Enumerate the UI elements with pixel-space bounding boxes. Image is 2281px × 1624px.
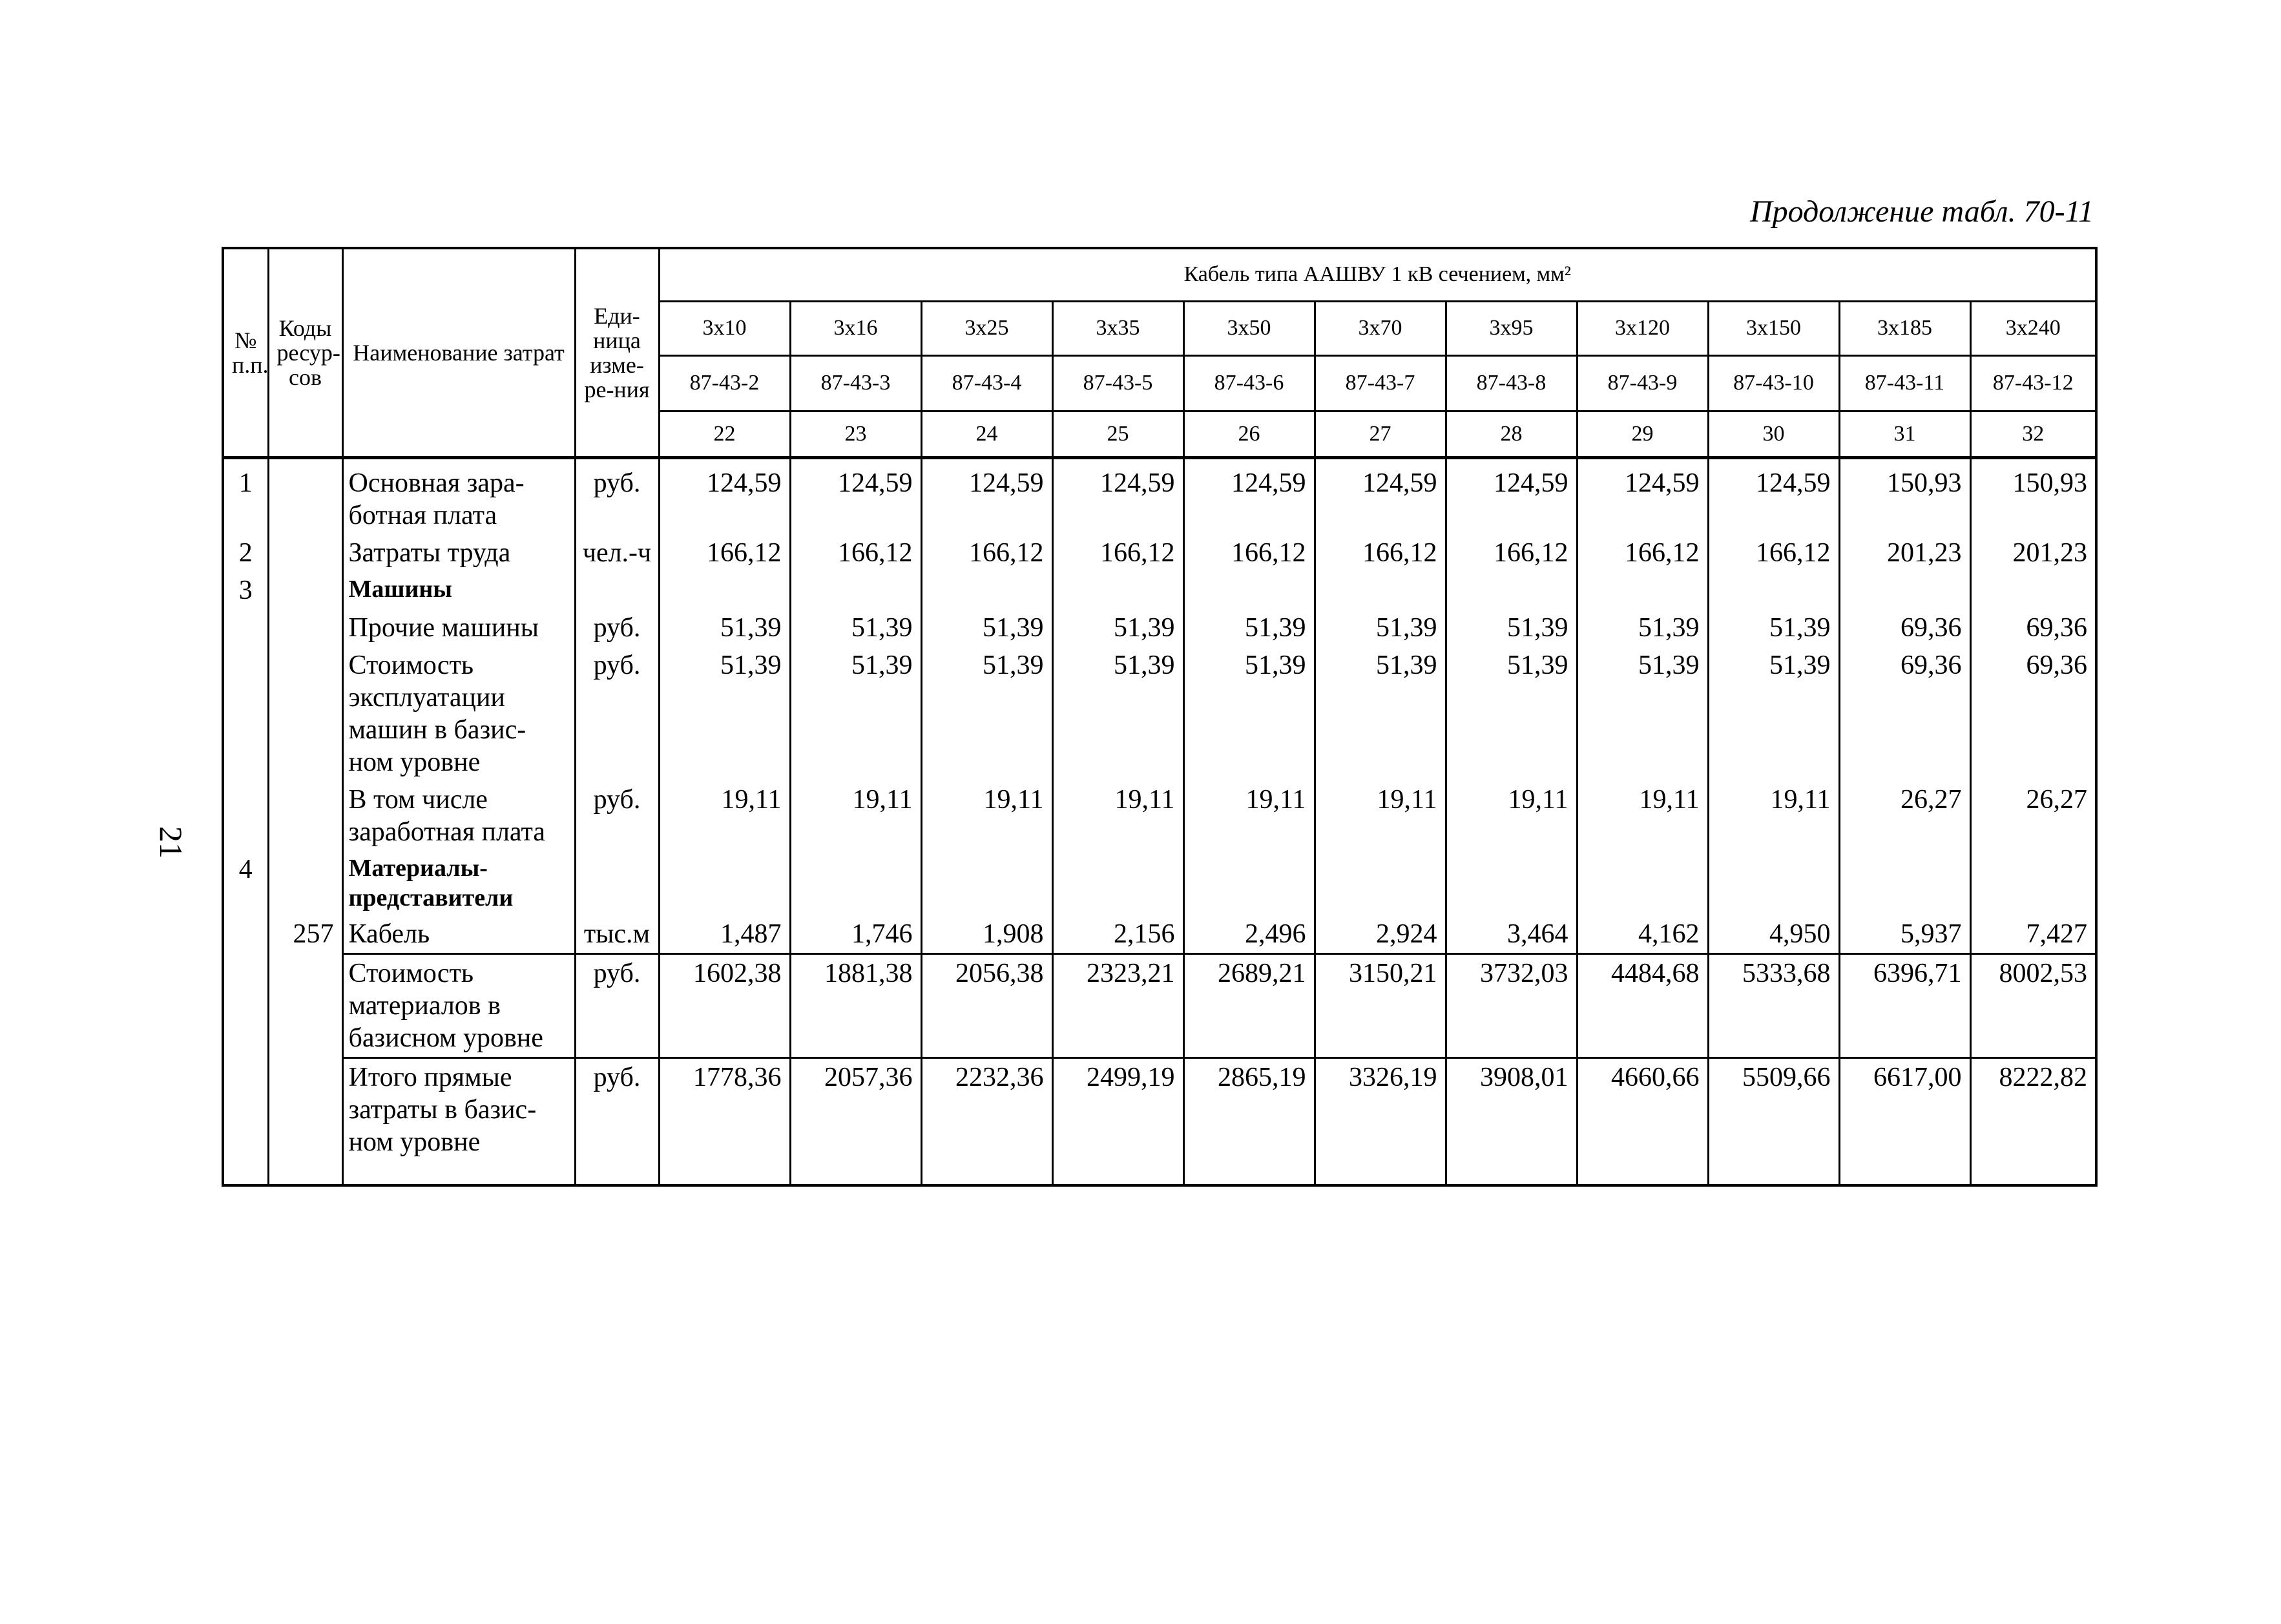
value-cell	[1970, 851, 2096, 915]
unit-cell: руб.	[575, 457, 659, 534]
value-cell	[1577, 851, 1708, 915]
header-norm-code: 87-43-2	[659, 355, 790, 411]
header-section: 3х25	[921, 301, 1052, 355]
header-norm-code: 87-43-7	[1315, 355, 1446, 411]
header-section: 3х95	[1446, 301, 1577, 355]
table-row	[223, 781, 2096, 851]
value-cell: 2323,21	[1052, 953, 1183, 1057]
header-section: 3х35	[1052, 301, 1183, 355]
row-number-cell: 4	[223, 851, 268, 915]
value-cell: 2689,21	[1183, 953, 1315, 1057]
header-section: 3х240	[1970, 301, 2096, 355]
row-number-cell: 3	[223, 572, 268, 609]
header-column-number: 22	[659, 411, 790, 457]
row-number-cell: 2	[223, 534, 268, 572]
value-cell: 19,11	[659, 781, 790, 851]
value-cell: 51,39	[1577, 609, 1708, 647]
value-cell: 2056,38	[921, 953, 1052, 1057]
unit-cell: руб.	[575, 781, 659, 851]
value-cell: 5,937	[1839, 915, 1970, 954]
value-cell: 1,746	[790, 915, 921, 954]
value-cell: 124,59	[790, 457, 921, 534]
value-cell: 166,12	[659, 534, 790, 572]
cost-name-cell: В том числе заработная плата	[342, 781, 575, 851]
value-cell: 19,11	[1446, 781, 1577, 851]
cost-table	[222, 247, 2098, 1187]
value-cell: 150,93	[1839, 457, 1970, 534]
value-cell: 124,59	[1577, 457, 1708, 534]
table-caption: Продолжение табл. 70-11	[1749, 194, 2094, 229]
value-cell: 2499,19	[1052, 1057, 1183, 1185]
value-cell	[790, 851, 921, 915]
value-cell: 19,11	[1315, 781, 1446, 851]
header-column-number: 30	[1708, 411, 1839, 457]
resource-code-cell	[268, 781, 342, 851]
value-cell: 51,39	[790, 609, 921, 647]
header-section: 3х70	[1315, 301, 1446, 355]
header-column-number: 28	[1446, 411, 1577, 457]
row-number-cell	[223, 609, 268, 647]
header-name: Наименование затрат	[342, 248, 575, 457]
table-row	[223, 457, 2096, 534]
value-cell: 2,924	[1315, 915, 1446, 954]
header-norm-code: 87-43-9	[1577, 355, 1708, 411]
header-column-number: 27	[1315, 411, 1446, 457]
value-cell: 51,39	[1183, 609, 1315, 647]
resource-code-cell: 257	[268, 915, 342, 954]
value-cell: 201,23	[1970, 534, 2096, 572]
value-cell	[1183, 572, 1315, 609]
cost-name-cell: Машины	[342, 572, 575, 609]
header-section: 3х16	[790, 301, 921, 355]
header-column-number: 26	[1183, 411, 1315, 457]
cost-name-cell: Затраты труда	[342, 534, 575, 572]
value-cell: 4484,68	[1577, 953, 1708, 1057]
value-cell: 150,93	[1970, 457, 2096, 534]
value-cell	[1708, 851, 1839, 915]
unit-cell: руб.	[575, 609, 659, 647]
value-cell: 4,950	[1708, 915, 1839, 954]
unit-cell: руб.	[575, 953, 659, 1057]
unit-cell	[575, 572, 659, 609]
value-cell: 51,39	[1315, 647, 1446, 781]
value-cell: 124,59	[1052, 457, 1183, 534]
row-number-cell	[223, 915, 268, 954]
header-unit: Еди-ница изме-ре-ния	[575, 248, 659, 457]
value-cell: 51,39	[1577, 647, 1708, 781]
value-cell: 166,12	[1446, 534, 1577, 572]
header-norm-code: 87-43-5	[1052, 355, 1183, 411]
value-cell: 51,39	[1315, 609, 1446, 647]
row-number-cell	[223, 781, 268, 851]
value-cell: 19,11	[1183, 781, 1315, 851]
value-cell	[921, 572, 1052, 609]
value-cell	[1052, 572, 1183, 609]
row-number-cell: 1	[223, 457, 268, 534]
value-cell	[1446, 572, 1577, 609]
value-cell	[1446, 851, 1577, 915]
unit-cell: чел.-ч	[575, 534, 659, 572]
header-column-number: 31	[1839, 411, 1970, 457]
value-cell: 124,59	[659, 457, 790, 534]
value-cell: 1881,38	[790, 953, 921, 1057]
value-cell: 51,39	[1708, 647, 1839, 781]
value-cell: 166,12	[1708, 534, 1839, 572]
value-cell: 69,36	[1970, 609, 2096, 647]
header-column-number: 25	[1052, 411, 1183, 457]
header-norm-code: 87-43-4	[921, 355, 1052, 411]
value-cell: 8002,53	[1970, 953, 2096, 1057]
resource-code-cell	[268, 457, 342, 534]
value-cell: 3326,19	[1315, 1057, 1446, 1185]
unit-cell: руб.	[575, 647, 659, 781]
row-number-cell	[223, 1057, 268, 1185]
value-cell: 19,11	[921, 781, 1052, 851]
table-row	[223, 851, 2096, 915]
unit-cell: тыс.м	[575, 915, 659, 954]
value-cell: 51,39	[790, 647, 921, 781]
cost-name-cell: Материалы-представители	[342, 851, 575, 915]
table-row	[223, 572, 2096, 609]
value-cell: 51,39	[659, 609, 790, 647]
header-codes: Коды ресур-сов	[268, 248, 342, 457]
value-cell: 1,487	[659, 915, 790, 954]
table-row	[223, 534, 2096, 572]
value-cell: 7,427	[1970, 915, 2096, 954]
value-cell: 1,908	[921, 915, 1052, 954]
value-cell: 3,464	[1446, 915, 1577, 954]
value-cell: 124,59	[1708, 457, 1839, 534]
resource-code-cell	[268, 609, 342, 647]
header-norm-code: 87-43-8	[1446, 355, 1577, 411]
header-norm-code: 87-43-12	[1970, 355, 2096, 411]
value-cell: 124,59	[1446, 457, 1577, 534]
header-norm-code: 87-43-6	[1183, 355, 1315, 411]
header-column-number: 29	[1577, 411, 1708, 457]
value-cell: 5333,68	[1708, 953, 1839, 1057]
value-cell	[1839, 572, 1970, 609]
header-group-title: Кабель типа ААШВУ 1 кВ сечением, мм²	[659, 248, 2096, 301]
cost-name-cell: Основная зара-ботная плата	[342, 457, 575, 534]
value-cell: 3732,03	[1446, 953, 1577, 1057]
header-section: 3х10	[659, 301, 790, 355]
value-cell: 19,11	[1708, 781, 1839, 851]
resource-code-cell	[268, 953, 342, 1057]
cost-name-cell: Прочие машины	[342, 609, 575, 647]
value-cell: 19,11	[1577, 781, 1708, 851]
value-cell: 166,12	[1183, 534, 1315, 572]
value-cell	[1839, 851, 1970, 915]
value-cell: 51,39	[921, 647, 1052, 781]
value-cell: 4660,66	[1577, 1057, 1708, 1185]
header-section: 3х185	[1839, 301, 1970, 355]
resource-code-cell	[268, 647, 342, 781]
value-cell: 26,27	[1970, 781, 2096, 851]
value-cell: 1778,36	[659, 1057, 790, 1185]
value-cell: 69,36	[1970, 647, 2096, 781]
value-cell	[1577, 572, 1708, 609]
header-no: № п.п.	[223, 248, 268, 457]
value-cell: 166,12	[1315, 534, 1446, 572]
value-cell	[1052, 851, 1183, 915]
value-cell: 51,39	[1183, 647, 1315, 781]
value-cell: 166,12	[790, 534, 921, 572]
value-cell: 2865,19	[1183, 1057, 1315, 1185]
value-cell: 1602,38	[659, 953, 790, 1057]
value-cell: 5509,66	[1708, 1057, 1839, 1185]
value-cell	[1315, 572, 1446, 609]
value-cell: 51,39	[1052, 609, 1183, 647]
value-cell: 51,39	[1708, 609, 1839, 647]
value-cell: 124,59	[921, 457, 1052, 534]
value-cell: 166,12	[1577, 534, 1708, 572]
value-cell: 124,59	[1183, 457, 1315, 534]
value-cell	[1183, 851, 1315, 915]
value-cell: 6617,00	[1839, 1057, 1970, 1185]
value-cell: 166,12	[921, 534, 1052, 572]
header-section: 3х50	[1183, 301, 1315, 355]
value-cell: 2232,36	[921, 1057, 1052, 1185]
value-cell: 51,39	[1446, 647, 1577, 781]
value-cell: 51,39	[921, 609, 1052, 647]
value-cell: 69,36	[1839, 647, 1970, 781]
table-row	[223, 647, 2096, 781]
value-cell: 51,39	[659, 647, 790, 781]
value-cell: 4,162	[1577, 915, 1708, 954]
row-number-cell	[223, 647, 268, 781]
header-column-number: 24	[921, 411, 1052, 457]
table-row	[223, 1057, 2096, 1185]
value-cell: 124,59	[1315, 457, 1446, 534]
header-norm-code: 87-43-10	[1708, 355, 1839, 411]
resource-code-cell	[268, 1057, 342, 1185]
value-cell: 19,11	[1052, 781, 1183, 851]
value-cell: 2,496	[1183, 915, 1315, 954]
value-cell: 69,36	[1839, 609, 1970, 647]
value-cell: 6396,71	[1839, 953, 1970, 1057]
cost-name-cell: Кабель	[342, 915, 575, 954]
value-cell: 26,27	[1839, 781, 1970, 851]
value-cell: 51,39	[1052, 647, 1183, 781]
value-cell: 2,156	[1052, 915, 1183, 954]
value-cell: 8222,82	[1970, 1057, 2096, 1185]
table-row	[223, 609, 2096, 647]
value-cell: 2057,36	[790, 1057, 921, 1185]
value-cell	[921, 851, 1052, 915]
value-cell	[1315, 851, 1446, 915]
value-cell: 19,11	[790, 781, 921, 851]
value-cell: 3150,21	[1315, 953, 1446, 1057]
cost-name-cell: Стоимость материалов в базисном уровне	[342, 953, 575, 1057]
value-cell	[1708, 572, 1839, 609]
value-cell	[790, 572, 921, 609]
value-cell	[659, 851, 790, 915]
value-cell	[1970, 572, 2096, 609]
value-cell: 201,23	[1839, 534, 1970, 572]
row-number-cell	[223, 953, 268, 1057]
header-column-number: 32	[1970, 411, 2096, 457]
resource-code-cell	[268, 534, 342, 572]
value-cell	[659, 572, 790, 609]
value-cell: 51,39	[1446, 609, 1577, 647]
unit-cell: руб.	[575, 1057, 659, 1185]
resource-code-cell	[268, 851, 342, 915]
unit-cell	[575, 851, 659, 915]
header-norm-code: 87-43-3	[790, 355, 921, 411]
value-cell: 166,12	[1052, 534, 1183, 572]
table-body	[223, 457, 2096, 1185]
cost-name-cell: Итого прямые затраты в базис-ном уровне	[342, 1057, 575, 1185]
table-row	[223, 953, 2096, 1057]
header-section: 3х150	[1708, 301, 1839, 355]
table-row	[223, 915, 2096, 954]
value-cell: 3908,01	[1446, 1057, 1577, 1185]
resource-code-cell	[268, 572, 342, 609]
header-section: 3х120	[1577, 301, 1708, 355]
header-norm-code: 87-43-11	[1839, 355, 1970, 411]
table-header	[223, 248, 2096, 457]
page-number: 21	[153, 826, 189, 859]
cost-name-cell: Стоимость эксплуатации машин в базис-ном уровне	[342, 647, 575, 781]
header-column-number: 23	[790, 411, 921, 457]
